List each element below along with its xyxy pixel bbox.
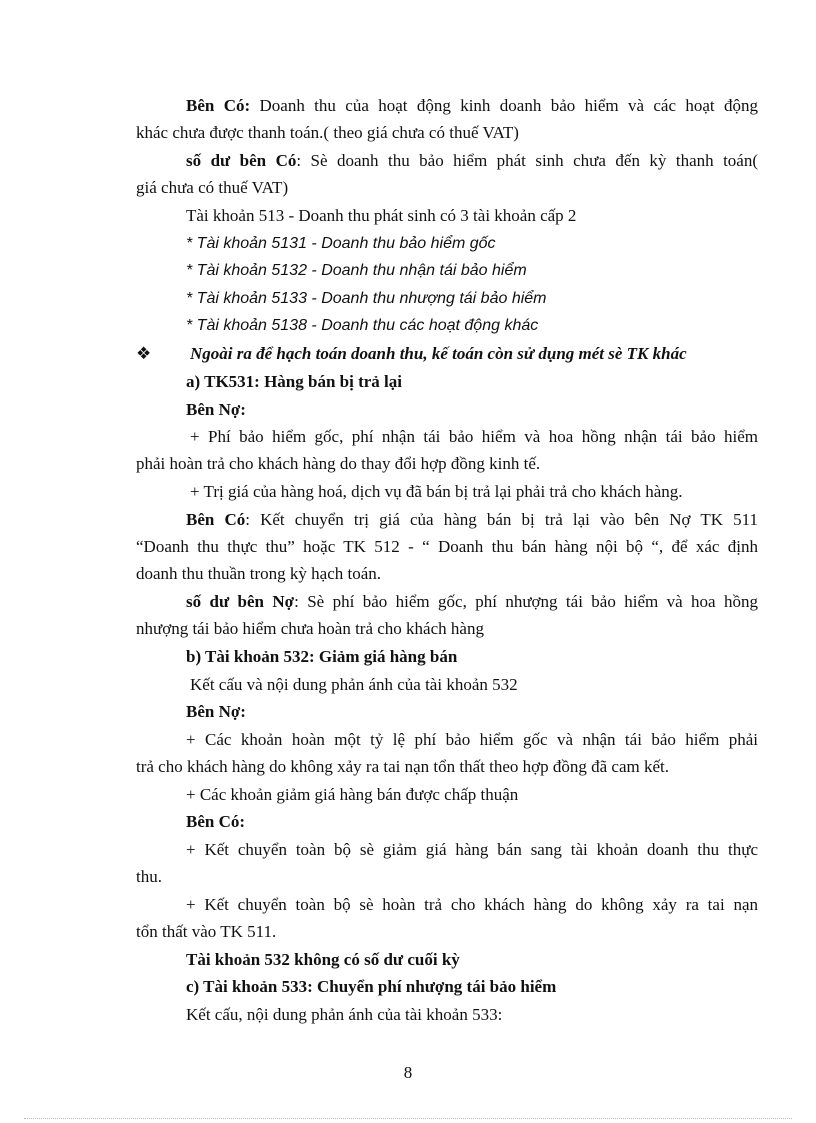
b-note: Tài khoản 532 không có số dư cuối kỳ <box>186 950 460 969</box>
a-no-item-1-cont: phải hoàn trả cho khách hàng do thay đổi hợp đồng kinh tế. <box>136 454 541 473</box>
b-co-item-2: + Kết chuyển toàn bộ sè hoàn trả cho khách hàng do không xảy ra tai nạn <box>186 895 758 914</box>
sub-account-5133: * Tài khoản 5133 - Doanh thu nhượng tái bảo hiểm <box>186 290 547 307</box>
a-so-du-ben-no-cont: nhượng tái bảo hiểm chưa hoàn trả cho khách hàng <box>136 619 484 638</box>
paragraph-ben-co <box>186 95 758 117</box>
a-ben-co <box>186 509 758 531</box>
bullet-heading: Ngoài ra để hạch toán doanh thu, kế toán còn sử dụng mét sè TK khác <box>190 344 687 363</box>
heading-b: b) Tài khoản 532: Giảm giá hàng bán <box>186 647 458 666</box>
paragraph-ben-co-cont: khác chưa được thanh toán.( theo giá chưa có thuế VAT) <box>136 123 519 142</box>
text: Doanh thu của hoạt động kinh doanh bảo hiểm và các hoạt động <box>250 96 758 115</box>
label-ben-no-b: Bên Nợ: <box>186 702 246 721</box>
footer-divider <box>24 1118 792 1119</box>
b-no-item-1: + Các khoản hoàn một tỷ lệ phí bảo hiểm gốc và nhận tái bảo hiểm phải <box>186 730 758 749</box>
b-co-item-1: + Kết chuyển toàn bộ sè giảm giá hàng bán sang tài khoản doanh thu thực <box>186 840 758 859</box>
label-so-du-ben-co: số dư bên Có <box>186 151 297 170</box>
label-ben-co-b: Bên Có: <box>186 812 246 831</box>
label-ben-co: Bên Có: <box>186 96 251 115</box>
paragraph-so-du-ben-co <box>186 150 758 172</box>
b-no-item-2: + Các khoản giảm giá hàng bán được chấp thuận <box>186 785 519 804</box>
paragraph-so-du-ben-co-cont: giá chưa có thuế VAT) <box>136 178 289 197</box>
a-no-item-1: + Phí bảo hiểm gốc, phí nhận tái bảo hiểm và hoa hồng nhận tái bảo hiểm <box>190 427 758 446</box>
sub-account-5132: * Tài khoản 5132 - Doanh thu nhận tái bảo hiểm <box>186 262 527 279</box>
sub-account-5138: * Tài khoản 5138 - Doanh thu các hoạt động khác <box>186 317 539 334</box>
c-intro: Kết cấu, nội dung phản ánh của tài khoản 533: <box>186 1005 503 1024</box>
heading-a: a) TK531: Hàng bán bị trả lại <box>186 372 402 391</box>
text: : Sè doanh thu bảo hiểm phát sinh chưa đến kỳ thanh toán( <box>296 151 758 170</box>
a-ben-co-cont-2: doanh thu thuần trong kỳ hạch toán. <box>136 564 382 583</box>
text: : Sè phí bảo hiểm gốc, phí nhượng tái bảo hiểm và hoa hồng <box>294 592 758 611</box>
a-so-du-ben-no <box>186 591 758 613</box>
sub-account-5131: * Tài khoản 5131 - Doanh thu bảo hiểm gốc <box>186 235 496 252</box>
diamond-bullet-icon: ❖ <box>136 344 152 363</box>
page-number: 8 <box>403 1063 413 1082</box>
a-ben-co-cont-1: “Doanh thu thực thu” hoặc TK 512 - “ Doanh thu bán hàng nội bộ “, để xác định <box>136 537 758 556</box>
paragraph-tk513: Tài khoản 513 - Doanh thu phát sinh có 3 tài khoản cấp 2 <box>186 206 577 225</box>
a-no-item-2: + Trị giá của hàng hoá, dịch vụ đã bán bị trả lại phải trả cho khách hàng. <box>190 482 683 501</box>
b-no-item-1-cont: trả cho khách hàng do không xảy ra tai nạn tổn thất theo hợp đồng đã cam kết. <box>136 757 670 776</box>
heading-c: c) Tài khoản 533: Chuyển phí nhượng tái bảo hiểm <box>186 977 557 996</box>
b-intro: Kết cấu và nội dung phản ánh của tài khoản 532 <box>190 675 518 694</box>
b-co-item-2-cont: tổn thất vào TK 511. <box>136 922 277 941</box>
b-co-item-1-cont: thu. <box>136 867 162 886</box>
text: : Kết chuyển trị giá của hàng bán bị trả lại vào bên Nợ TK 511 <box>245 510 758 529</box>
label-ben-co-a: Bên Có <box>186 510 246 529</box>
label-ben-no-a: Bên Nợ: <box>186 400 246 419</box>
label-so-du-ben-no: số dư bên Nợ <box>186 592 295 611</box>
